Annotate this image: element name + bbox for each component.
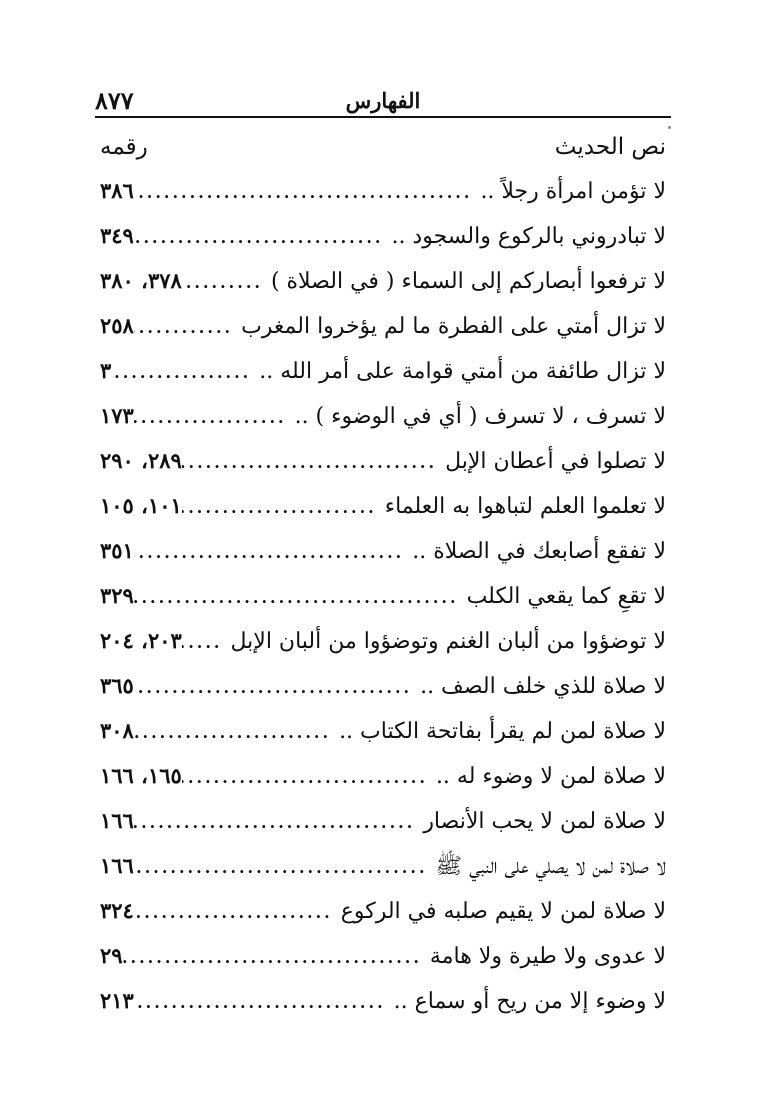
entry-text: لا صلاة لمن لا يحب الأنصار [423, 809, 666, 834]
index-entry [100, 888, 666, 933]
dot-leader [134, 710, 339, 755]
index-entry [100, 618, 666, 663]
entry-number: ٣٢٩ [100, 583, 134, 608]
entry-text: لا تبادروني بالركوع والسجود .. [391, 224, 666, 249]
entry-number: ٢١٣ [100, 988, 134, 1013]
entry-number: ٢٠٣، ٢٠٤ [100, 628, 182, 653]
index-entry [100, 573, 666, 618]
entry-text: لا تزال طائفة من أمتي قوامة على أمر الله .. [259, 359, 666, 384]
dot-leader [134, 575, 467, 620]
dot-leader [134, 530, 412, 575]
entry-text: لا تسرف ، لا تسرف ( أي في الوضوء ) .. [294, 404, 666, 429]
index-entry [100, 258, 666, 303]
dot-leader [134, 215, 392, 260]
entry-number: ١٠١، ١٠٥ [100, 493, 182, 518]
dot-leader [182, 755, 436, 800]
entry-text: لا تفقع أصابعك في الصلاة .. [412, 539, 666, 564]
entry-text: لا صلاة لمن لا يصلي على النبي ﷺ [435, 854, 666, 879]
dot-leader [182, 485, 385, 530]
entry-number: ٣ [100, 358, 112, 383]
entry-number: ٣٦٥ [100, 673, 134, 698]
entry-number: ١٦٦ [100, 853, 134, 878]
entry-number: ٣٨٦ [100, 178, 134, 203]
entry-text: لا تؤمن امرأة رجلاً .. [480, 179, 666, 204]
entry-text: لا تزال أمتي على الفطرة ما لم يؤخروا المغرب [241, 314, 666, 339]
entry-number: ٣٠٨ [100, 718, 134, 743]
entry-number: ١٧٣ [100, 403, 134, 428]
index-entry [100, 438, 666, 483]
index-entry [100, 933, 666, 978]
entry-number: ١٦٥، ١٦٦ [100, 763, 182, 788]
index-entry [100, 348, 666, 393]
index-entry [100, 483, 666, 528]
dot-leader [123, 935, 430, 980]
index-entry [100, 753, 666, 798]
entry-text: لا صلاة لمن لا يقيم صلبه في الركوع [340, 899, 666, 924]
dot-leader [182, 440, 445, 485]
entry-text: لا تعلموا العلم لتباهوا به العلماء [384, 494, 666, 519]
running-header [95, 84, 671, 118]
entry-number: ١٦٦ [100, 808, 134, 833]
entry-text: لا ترفعوا أبصاركم إلى السماء ( في الصلاة ) [270, 269, 666, 294]
index-entry [100, 213, 666, 258]
dot-leader [134, 980, 394, 1025]
index-entry [100, 303, 666, 348]
entry-text: لا صلاة للذي خلف الصف .. [420, 674, 666, 699]
index-entry [100, 708, 666, 753]
index-entry [100, 393, 666, 438]
index-entry [100, 528, 666, 573]
dot-leader [134, 800, 423, 845]
index-entry [100, 978, 666, 1023]
entry-number: ٢٨٩، ٢٩٠ [100, 448, 182, 473]
index-entry [100, 168, 666, 213]
dot-leader [182, 260, 271, 305]
index-entry [100, 798, 666, 843]
entry-number: ٢٩ [100, 943, 123, 968]
dot-leader [182, 620, 231, 665]
column-header-number: رقمه [100, 134, 148, 160]
dot-leader [111, 350, 259, 395]
dot-leader [134, 845, 436, 890]
entry-number: ٣٧٨، ٣٨٠ [100, 268, 182, 293]
index-entry [100, 843, 666, 888]
hadith-index-list [100, 168, 666, 1023]
dot-leader [134, 665, 420, 710]
index-entry [100, 663, 666, 708]
entry-text: لا وضوء إلا من ريح أو سماع .. [393, 989, 666, 1014]
entry-text: لا توضؤوا من ألبان الغنم وتوضؤوا من ألبان الإبل [230, 629, 666, 654]
margin-speck [668, 126, 671, 129]
dot-leader [134, 395, 295, 440]
page-number: ٨٧٧ [95, 86, 134, 115]
entry-text: لا صلاة لمن لا وضوء له .. [435, 764, 666, 789]
entry-number: ٣٥١ [100, 538, 134, 563]
dot-leader [134, 170, 481, 215]
column-header-text: نص الحديث [554, 134, 666, 160]
entry-number: ٢٥٨ [100, 313, 134, 338]
entry-number: ٣٢٤ [100, 898, 134, 923]
entry-text: لا تقعِ كما يقعي الكلب [466, 584, 666, 609]
running-title: الفهارس [345, 88, 421, 113]
entry-text: لا تصلوا في أعطان الإبل [445, 449, 666, 474]
entry-text: لا صلاة لمن لم يقرأ بفاتحة الكتاب .. [339, 719, 666, 744]
entry-text: لا عدوى ولا طيرة ولا هامة [429, 944, 666, 969]
dot-leader [134, 305, 241, 350]
entry-number: ٣٤٩ [100, 223, 134, 248]
dot-leader [134, 890, 341, 935]
